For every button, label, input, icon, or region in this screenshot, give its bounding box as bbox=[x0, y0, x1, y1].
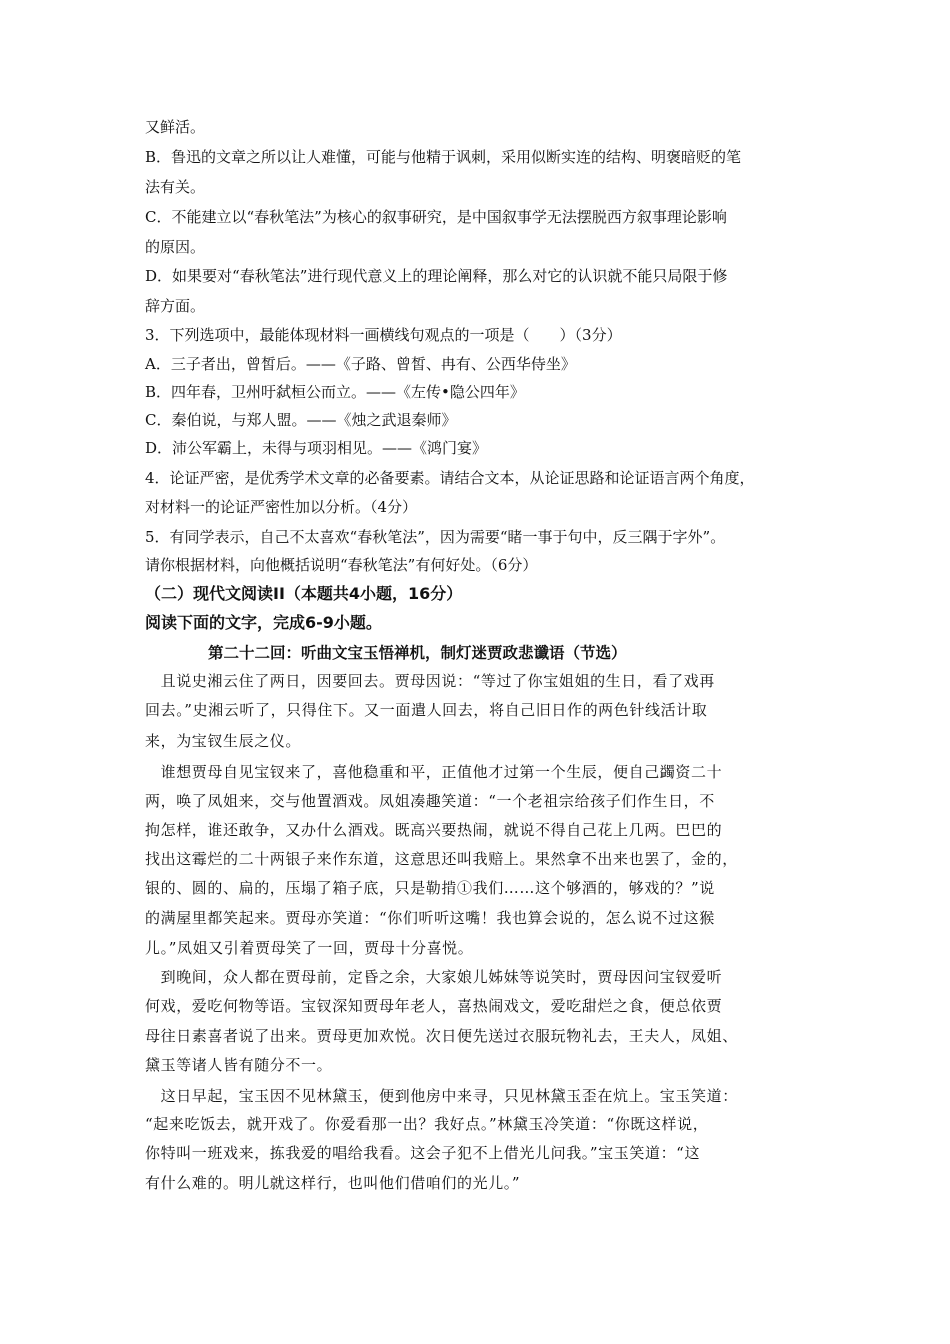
q3-option-d: D．沛公军霸上，未得与项羽相见。——《鸿门宴》 bbox=[145, 439, 488, 457]
q3-option-a: A．三子者出，曾皙后。——《子路、曾皙、冉有、公西华侍坐》 bbox=[145, 355, 576, 373]
question-3: 3．下列选项中，最能体现材料一画横线句观点的一项是（ ）（3分） bbox=[145, 326, 622, 344]
story-line: 来，为宝钗生辰之仪。 bbox=[145, 732, 302, 750]
question-4: 4．论证严密，是优秀学术文章的必备要素。请结合文本，从论证思路和论证语言两个角度， bbox=[145, 469, 755, 487]
story-title: 第二十二回：听曲文宝玉悟禅机，制灯迷贾政悲谶语（节选） bbox=[208, 644, 627, 662]
question-5: 5．有同学表示，自己不太喜欢“春秋笔法”，因为需要“睹一事于句中，反三隅于字外”。 bbox=[145, 528, 726, 546]
story-line: 谁想贾母自见宝钗来了，喜他稳重和平，正值他才过第一个生辰，便自己蠲资二十 bbox=[145, 763, 723, 781]
section-instruction: 阅读下面的文字，完成6-9小题。 bbox=[145, 613, 382, 632]
text-line: 请你根据材料，向他概括说明“春秋笔法”有何好处。（6分） bbox=[145, 556, 538, 574]
story-line: 找出这霉烂的二十两银子来作东道，这意思还叫我赔上。果然拿不出来也罢了，金的， bbox=[145, 850, 738, 868]
option-c-line: C．不能建立以“春秋笔法”为核心的叙事研究，是中国叙事学无法摆脱西方叙事理论影响 bbox=[145, 208, 727, 226]
option-b-line: B．鲁迅的文章之所以让人难懂，可能与他精于讽刺，采用似断实连的结构、明褒暗贬的笔 bbox=[145, 148, 742, 166]
story-line: 两，唤了凤姐来，交与他置酒戏。凤姐凑趣笑道：“一个老祖宗给孩子们作生日，不 bbox=[145, 792, 715, 810]
story-line: 回去。”史湘云听了，只得住下。又一面遣人回去，将自己旧日作的两色针线活计取 bbox=[145, 701, 708, 719]
story-line: 银的、圆的、扁的，压塌了箱子底，只是勒掯①我们……这个够酒的，够戏的？”说 bbox=[145, 879, 715, 897]
section-heading: （二）现代文阅读II（本题共4小题，16分） bbox=[145, 584, 463, 603]
story-line: 且说史湘云住了两日，因要回去。贾母因说：“等过了你宝姐姐的生日，看了戏再 bbox=[145, 672, 715, 690]
text-line: 法有关。 bbox=[145, 178, 206, 196]
story-line: 有什么难的。明儿就这样行，也叫他们借咱们的光儿。” bbox=[145, 1174, 521, 1192]
story-line: 到晚间，众人都在贾母前，定昏之余，大家娘儿姊妹等说笑时，贾母因问宝钗爱听 bbox=[145, 968, 723, 986]
text-line: 的原因。 bbox=[145, 238, 206, 256]
story-line: 这日早起，宝玉因不见林黛玉，便到他房中来寻，只见林黛玉歪在炕上。宝玉笑道： bbox=[145, 1087, 738, 1105]
story-line: 黛玉等诸人皆有随分不一。 bbox=[145, 1056, 333, 1074]
story-line: 的满屋里都笑起来。贾母亦笑道：“你们听听这嘴！我也算会说的，怎么说不过这猴 bbox=[145, 909, 715, 927]
text-line: 又鲜活。 bbox=[145, 118, 206, 136]
story-line: 你特叫一班戏来，拣我爱的唱给我看。这会子犯不上借光儿问我。”宝玉笑道：“这 bbox=[145, 1144, 701, 1162]
text-line: 对材料一的论证严密性加以分析。（4分） bbox=[145, 498, 418, 516]
story-line: 何戏，爱吃何物等语。宝钗深知贾母年老人，喜热闹戏文，爱吃甜烂之食，便总依贾 bbox=[145, 997, 723, 1015]
story-line: “起来吃饭去，就开戏了。你爱看那一出？我好点。”林黛玉冷笑道：“你既这样说， bbox=[145, 1115, 709, 1133]
story-line: 母往日素喜者说了出来。贾母更加欢悦。次日便先送过衣服玩物礼去，王夫人，凤姐、 bbox=[145, 1027, 738, 1045]
story-line: 拘怎样，谁还敢争，又办什么酒戏。既高兴要热闹，就说不得自己花上几两。巴巴的 bbox=[145, 821, 723, 839]
option-d-line: D．如果要对“春秋笔法”进行现代意义上的理论阐释，那么对它的认识就不能只局限于修 bbox=[145, 267, 728, 285]
q3-option-b: B．四年春，卫州吁弑桓公而立。——《左传•隐公四年》 bbox=[145, 383, 525, 401]
q3-option-c: C．秦伯说，与郑人盟。——《烛之武退秦师》 bbox=[145, 411, 457, 429]
story-line: 儿。”凤姐又引着贾母笑了一回，贾母十分喜悦。 bbox=[145, 939, 474, 957]
text-line: 辞方面。 bbox=[145, 297, 206, 315]
